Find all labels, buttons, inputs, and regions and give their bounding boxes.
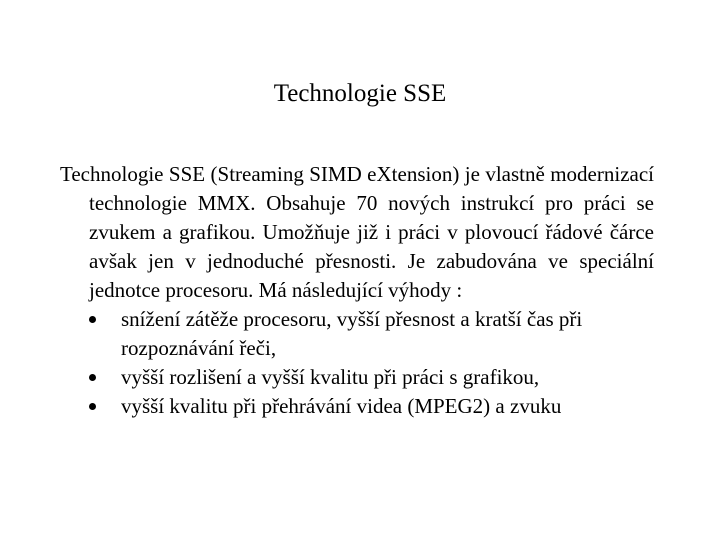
bullet-icon (89, 374, 96, 381)
list-item (89, 392, 654, 421)
bullet-icon (89, 403, 96, 410)
slide-body (60, 160, 654, 421)
list-item (89, 305, 654, 363)
list-item-text: vyšší kvalitu při přehrávání videa (MPEG2) a zvuku (121, 394, 562, 418)
list-item-text: snížení zátěže procesoru, vyšší přesnost a kratší čas při rozpoznávání řeči, (121, 307, 583, 360)
list-item-text: vyšší rozlišení a vyšší kvalitu při práci s grafikou, (121, 365, 540, 389)
bullet-icon (89, 316, 96, 323)
advantages-list (60, 305, 654, 421)
intro-paragraph: Technologie SSE (Streaming SIMD eXtension) je vlastně modernizací technologie MMX. Obsahuje 70 nových instrukcí pro práci se zvukem a grafikou. Umožňuje již i práci v plovoucí řádové čárce avšak jen v jednoduché přesnosti. Je zabudována ve speciální jednotce procesoru. Má následující výhody : (60, 162, 654, 302)
slide-title: Technologie SSE (273, 80, 447, 107)
list-item (89, 363, 654, 392)
